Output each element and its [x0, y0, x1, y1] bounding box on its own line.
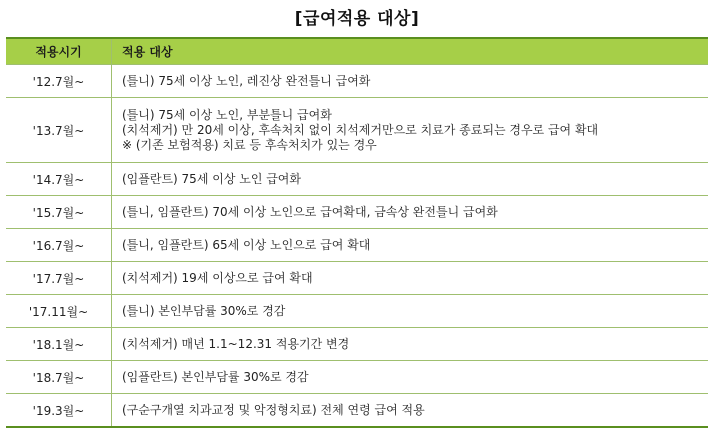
header-period: 적용시기 — [6, 39, 112, 64]
target-line: (틀니) 75세 이상 노인, 부분틀니 급여화 — [122, 107, 332, 122]
target-line: (임플란트) 본인부담률 30%로 경감 — [122, 369, 309, 384]
table-row — [6, 261, 708, 294]
target-cell — [112, 328, 708, 360]
table-row — [6, 64, 708, 97]
target-line: (치석제거) 만 20세 이상, 후속처치 없이 치석제거만으로 치료가 종료되는 경우로 급여 확대 — [122, 122, 599, 137]
period-cell: '13.7월~ — [6, 98, 112, 162]
table-row — [6, 162, 708, 195]
target-line: (틀니, 임플란트) 65세 이상 노인으로 급여 확대 — [122, 237, 371, 252]
target-cell — [112, 262, 708, 294]
period-cell: '14.7월~ — [6, 163, 112, 195]
table-row — [6, 195, 708, 228]
target-cell — [112, 295, 708, 327]
table-row — [6, 97, 708, 162]
target-line: (치석제거) 19세 이상으로 급여 확대 — [122, 270, 313, 285]
target-line: ※ (기존 보험적용) 치료 등 후속처치가 있는 경우 — [122, 137, 377, 152]
period-cell: '17.11월~ — [6, 295, 112, 327]
target-line: (틀니, 임플란트) 70세 이상 노인으로 급여확대, 금속상 완전틀니 급여화 — [122, 204, 498, 219]
table-row — [6, 228, 708, 261]
header-target: 적용 대상 — [122, 45, 173, 59]
table-header-row — [6, 39, 708, 64]
page-title: [급여적용 대상] — [294, 9, 420, 29]
target-line: (틀니) 본인부담률 30%로 경감 — [122, 303, 286, 318]
table-row — [6, 327, 708, 360]
target-cell — [112, 196, 708, 228]
table-row — [6, 360, 708, 393]
target-cell — [112, 98, 708, 162]
target-line: (구순구개열 치과교정 및 악정형치료) 전체 연령 급여 적용 — [122, 402, 425, 417]
period-cell: '18.7월~ — [6, 361, 112, 393]
period-cell: '15.7월~ — [6, 196, 112, 228]
target-line: (틀니) 75세 이상 노인, 레진상 완전틀니 급여화 — [122, 73, 371, 88]
target-line: (임플란트) 75세 이상 노인 급여화 — [122, 171, 301, 186]
period-cell: '18.1월~ — [6, 328, 112, 360]
target-cell — [112, 229, 708, 261]
coverage-table — [6, 37, 708, 428]
target-cell — [112, 361, 708, 393]
period-cell: '16.7월~ — [6, 229, 112, 261]
period-cell: '19.3월~ — [6, 394, 112, 426]
target-line: (치석제거) 매년 1.1~12.31 적용기간 변경 — [122, 336, 350, 351]
table-row — [6, 393, 708, 426]
period-cell: '17.7월~ — [6, 262, 112, 294]
target-cell — [112, 163, 708, 195]
period-cell: '12.7월~ — [6, 65, 112, 97]
target-cell — [112, 65, 708, 97]
target-cell — [112, 394, 708, 426]
table-row — [6, 294, 708, 327]
